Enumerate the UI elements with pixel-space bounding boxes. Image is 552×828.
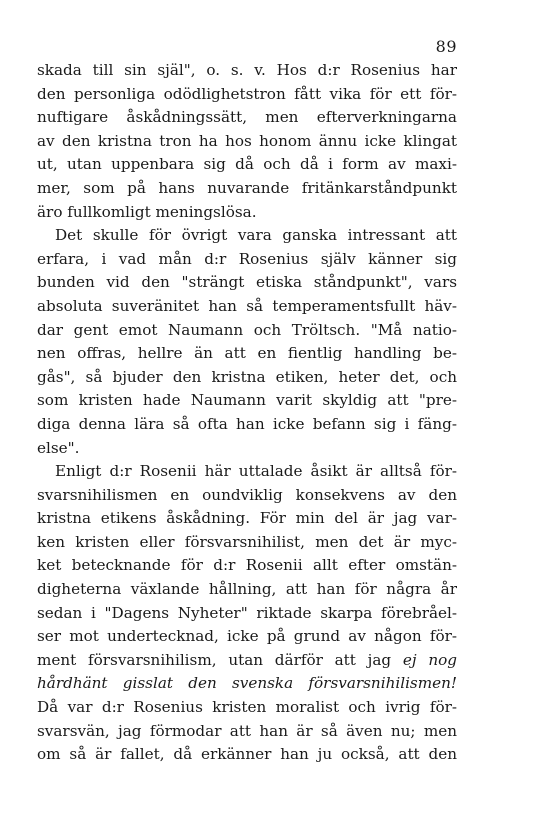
text-line-content: diga denna lära så ofta han icke befann sig i fäng- [37, 414, 457, 433]
text-line [37, 507, 457, 531]
text-line-content: sedan i "Dagens Nyheter" riktade skarpa förebråel- [37, 603, 457, 622]
text-line-content: else". [37, 438, 80, 457]
text-line [37, 696, 457, 720]
text-line-content: skada till sin själ", o. s. v. Hos d:r Rosenius har [37, 61, 457, 79]
text-line [37, 59, 457, 83]
text-line [37, 295, 457, 319]
text-line [37, 413, 457, 437]
text-line-content: Då var d:r Rosenius kristen moralist och ivrig för- [37, 698, 457, 717]
text-line-content: äro fullkomligt meningslösa. [37, 202, 257, 221]
text-line-content: ment försvarsnihilism, utan därför att jag [37, 650, 392, 669]
text-line-content: kristna etikens åskådning. För min del är jag var- [37, 509, 457, 528]
text-line [37, 366, 457, 390]
text-line [37, 271, 457, 295]
text-line [37, 83, 457, 107]
text-line-content: svarsvän, jag förmodar att han är så även nu; men [37, 721, 457, 740]
text-line-content: digheterna växlande hållning, att han för några år [37, 580, 457, 599]
text-line-content: erfara, i vad mån d:r Rosenius själv känner sig [37, 249, 457, 268]
text-line-content: av den kristna tron ha hos honom ännu icke klingat [37, 131, 457, 150]
text-line-content: dar gent emot Naumann och Tröltsch. "Må natio- [37, 320, 457, 339]
text-line [37, 319, 457, 343]
body-text [37, 59, 457, 767]
text-line [37, 531, 457, 555]
text-line [37, 602, 457, 626]
page-number: 89 [435, 37, 457, 56]
text-line-content: Det skulle för övrigt vara ganska intressant att [55, 226, 457, 245]
text-line-content: gås", så bjuder den kristna etiken, heter det, och [37, 367, 457, 386]
text-line-content: svarsnihilismen en oundviklig konsekvens av den [37, 485, 457, 504]
text-line [37, 554, 457, 578]
text-line-content: mer, som på hans nuvarande fritänkarståndpunkt [37, 178, 457, 197]
text-line-content: ken kristen eller försvarsnihilist, men det är myc- [37, 532, 457, 551]
text-line [37, 460, 457, 484]
text-line-content: ket betecknande för d:r Rosenii allt efter omstän- [37, 556, 457, 575]
text-line [37, 672, 457, 696]
text-line-content: nuftigare åskådningssätt, men efterverkningarna [37, 108, 457, 127]
emphasized-text: ej nog [402, 650, 457, 669]
text-line-content: som kristen hade Naumann varit skyldig att "pre- [37, 391, 457, 410]
text-line-content: ser mot undertecknad, icke på grund av någon för- [37, 627, 457, 646]
text-line [37, 720, 457, 744]
text-line-content: Enligt d:r Rosenii här uttalade åsikt är alltså för- [55, 462, 457, 481]
text-line-content: hårdhänt gisslat den svenska försvarsnihilismen! [37, 674, 457, 693]
text-line-content: om så är fallet, då erkänner han ju också, att den [37, 745, 457, 764]
text-line-content: ut, utan uppenbara sig då och då i form av maxi- [37, 155, 457, 174]
text-line [37, 248, 457, 272]
text-line [37, 649, 457, 673]
text-line [37, 389, 457, 413]
text-line [37, 578, 457, 602]
text-line-content: bunden vid den "strängt etiska ståndpunkt", vars [37, 273, 457, 292]
text-line [37, 130, 457, 154]
text-line [37, 224, 457, 248]
text-line-content: den personliga odödlighetstron fått vika för ett för- [37, 84, 457, 103]
text-line-content: absoluta suveränitet han så temperamentsfullt häv- [37, 296, 457, 315]
text-line [37, 484, 457, 508]
text-line [37, 625, 457, 649]
text-line [37, 177, 457, 201]
text-line [37, 342, 457, 366]
text-line [37, 153, 457, 177]
text-line [37, 106, 457, 130]
text-line [37, 201, 457, 225]
text-line [37, 743, 457, 767]
text-line-content: nen offras, hellre än att en fientlig handling be- [37, 344, 457, 363]
text-line [37, 437, 457, 461]
